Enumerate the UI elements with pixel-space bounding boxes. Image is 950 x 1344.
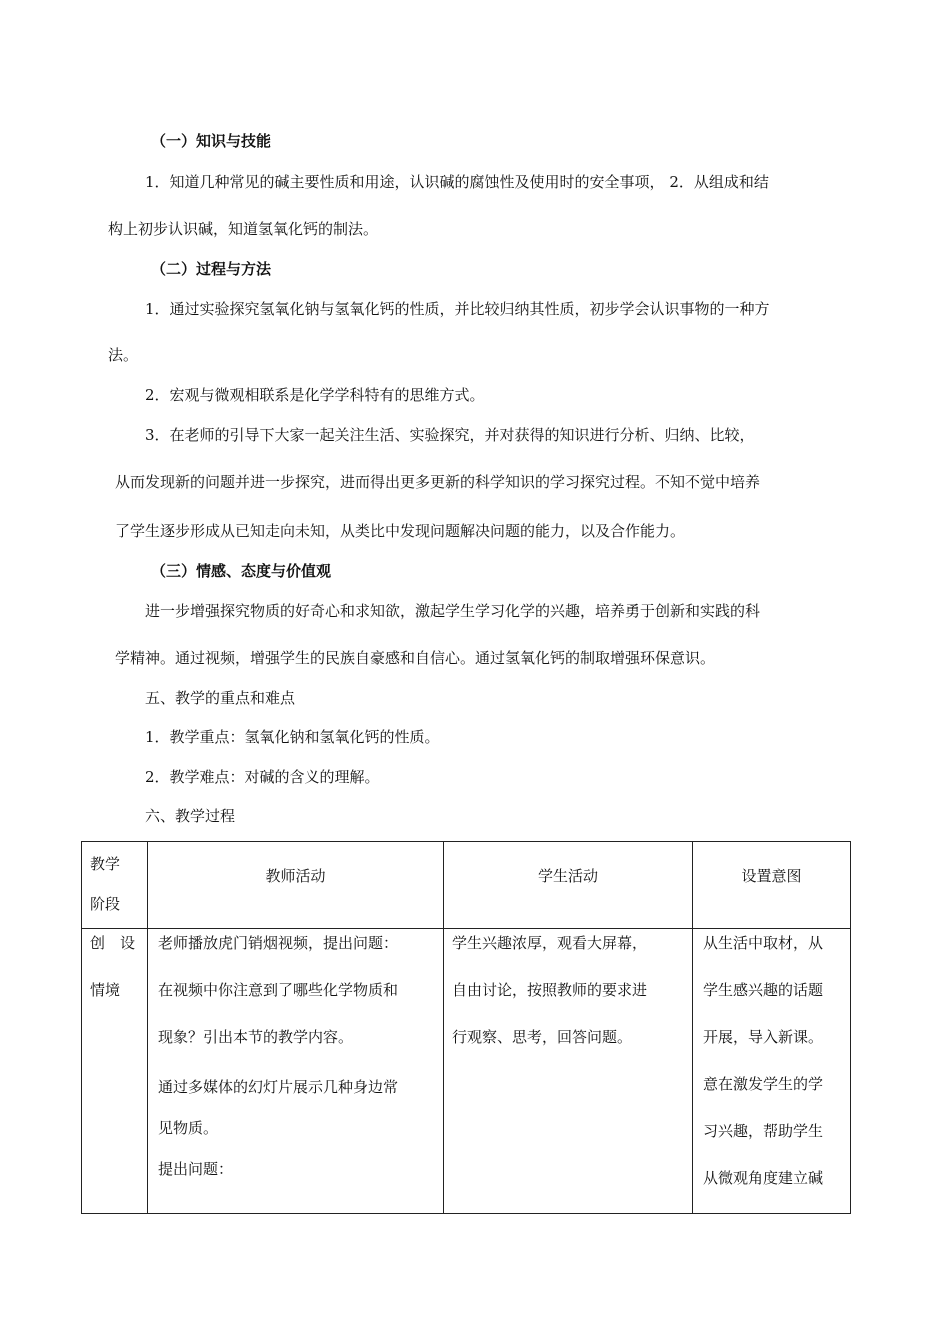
header-student-label: 学生活动 (537, 867, 598, 885)
intent-line-4: 意在激发学生的学 (703, 1075, 824, 1093)
process-line-3: 2．宏观与微观相联系是化学学科特有的思维方式。 (145, 386, 485, 404)
emotion-heading: （三）情感、态度与价值观 (151, 562, 332, 580)
student-line-3: 行观察、思考，回答问题。 (452, 1028, 633, 1046)
header-stage-line-1: 教学 (90, 855, 121, 873)
teaching-process-heading: 六、教学过程 (145, 807, 236, 825)
header-student (444, 842, 693, 929)
header-teacher (148, 842, 444, 929)
process-heading: （二）过程与方法 (151, 260, 272, 278)
stage-line-1: 创 设 (90, 934, 136, 952)
emotion-line-2: 学精神。通过视频，增强学生的民族自豪感和自信心。通过氢氧化钙的制取增强环保意识。 (115, 649, 716, 667)
teacher-line-3: 现象？引出本节的教学内容。 (158, 1028, 354, 1046)
teacher-line-1: 老师播放虎门销烟视频，提出问题： (158, 934, 399, 952)
teaching-process-table (81, 841, 851, 1214)
emotion-line-1: 进一步增强探究物质的好奇心和求知欲，激起学生学习化学的兴趣，培养勇于创新和实践的科 (145, 602, 761, 620)
process-line-5: 从而发现新的问题并进一步探究，进而得出更多更新的科学知识的学习探究过程。不知不觉中培养 (115, 473, 761, 491)
key-points-heading: 五、教学的重点和难点 (145, 689, 296, 707)
table-row (82, 929, 851, 1214)
intent-line-2: 学生感兴趣的话题 (703, 981, 824, 999)
header-stage (82, 842, 148, 929)
student-line-1: 学生兴趣浓厚，观看大屏幕， (452, 934, 648, 952)
teacher-activity-cell (148, 929, 444, 1214)
intent-line-3: 开展，导入新课。 (703, 1028, 824, 1046)
knowledge-line-1: 1．知道几种常见的碱主要性质和用途，认识碱的腐蚀性及使用时的安全事项， 2．从组成和结 (145, 173, 769, 191)
knowledge-line-2: 构上初步认识碱，知道氢氧化钙的制法。 (108, 220, 379, 238)
teacher-line-2: 在视频中你注意到了哪些化学物质和 (158, 981, 399, 999)
header-teacher-label: 教师活动 (265, 867, 326, 885)
process-line-1: 1．通过实验探究氢氧化钠与氢氧化钙的性质，并比较归纳其性质，初步学会认识事物的一种方 (145, 300, 770, 318)
teacher-line-4: 通过多媒体的幻灯片展示几种身边常 (158, 1078, 399, 1096)
stage-line-2: 情境 (90, 981, 121, 999)
header-intent (693, 842, 851, 929)
intent-line-1: 从生活中取材，从 (703, 934, 824, 952)
process-line-4: 3．在老师的引导下大家一起关注生活、实验探究，并对获得的知识进行分析、归纳、比较， (145, 426, 755, 444)
student-activity-cell (444, 929, 693, 1214)
process-line-6: 了学生逐步形成从已知走向未知，从类比中发现问题解决问题的能力，以及合作能力。 (115, 522, 686, 540)
key-point-1: 1．教学重点：氢氧化钠和氢氧化钙的性质。 (145, 728, 440, 746)
intent-line-6: 从微观角度建立碱 (703, 1169, 824, 1187)
intent-cell (693, 929, 851, 1214)
teacher-line-5: 见物质。 (158, 1119, 219, 1137)
intent-line-5: 习兴趣，帮助学生 (703, 1122, 824, 1140)
stage-cell (82, 929, 148, 1214)
knowledge-heading: （一）知识与技能 (151, 132, 272, 150)
process-line-2: 法。 (108, 346, 139, 364)
table-header-row (82, 842, 851, 929)
key-point-2: 2．教学难点：对碱的含义的理解。 (145, 768, 380, 786)
header-intent-label: 设置意图 (741, 867, 802, 885)
teacher-line-6: 提出问题： (158, 1160, 234, 1178)
student-line-2: 自由讨论，按照教师的要求进 (452, 981, 648, 999)
header-stage-line-2: 阶段 (90, 895, 121, 913)
